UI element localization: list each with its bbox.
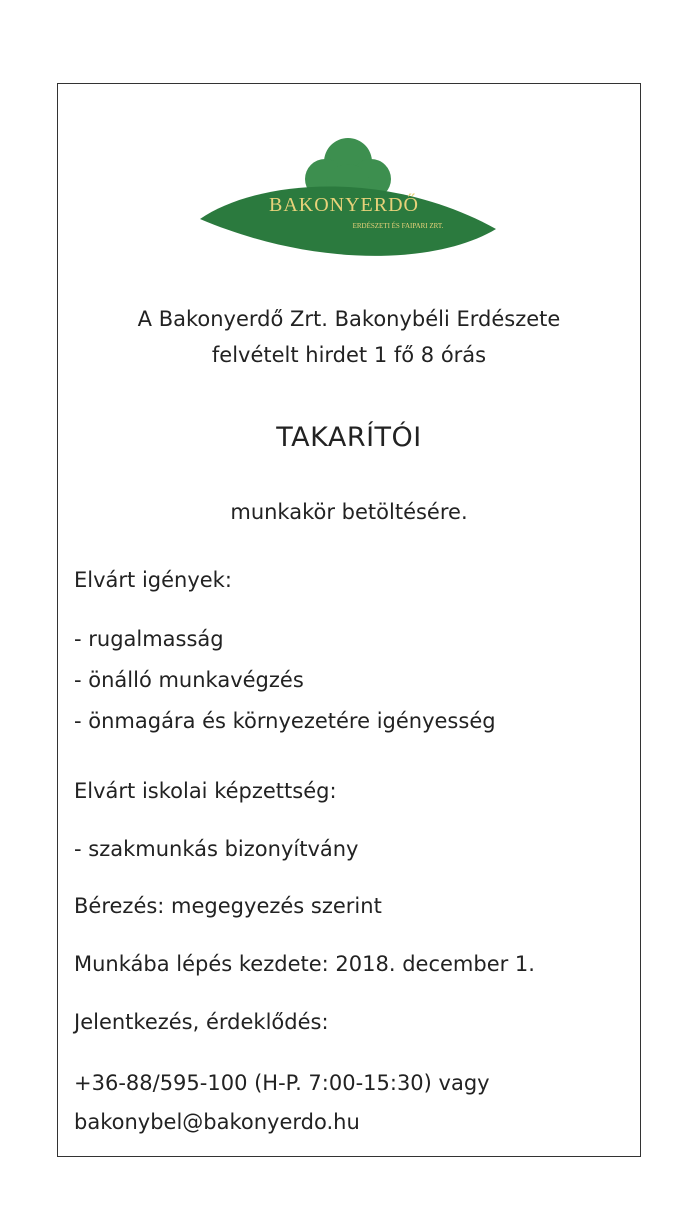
logo-subtitle: ERDÉSZETI ÉS FAIPARI ZRT.: [352, 222, 444, 230]
intro-text: [58, 301, 640, 373]
requirements-heading: Elvárt igények:: [74, 568, 232, 592]
requirement-item: - önmagára és környezetére igényesség: [74, 709, 496, 733]
start-date-text: Munkába lépés kezdete: 2018. december 1.: [74, 952, 535, 976]
requirement-item: - rugalmasság: [74, 627, 224, 651]
intro-line-2: felvételt hirdet 1 fő 8 órás: [211, 343, 487, 367]
education-item: - szakmunkás bizonyítvány: [74, 837, 359, 861]
bakonyerdo-logo: [198, 124, 498, 264]
logo-name: BAKONYERDŐ: [269, 194, 419, 216]
contact-email[interactable]: bakonybel@bakonyerdo.hu: [74, 1110, 360, 1134]
requirement-item: - önálló munkavégzés: [74, 668, 304, 692]
requirements-list: [74, 619, 496, 742]
position-subtitle: munkakör betöltésére.: [230, 500, 468, 524]
contact-phone: +36-88/595-100 (H-P. 7:00-15:30) vagy: [74, 1071, 490, 1095]
contact-block: [74, 1064, 490, 1142]
application-heading: Jelentkezés, érdeklődés:: [74, 1010, 329, 1034]
job-ad-frame: [57, 83, 641, 1157]
salary-text: Bérezés: megegyezés szerint: [74, 894, 382, 918]
education-heading: Elvárt iskolai képzettség:: [74, 779, 337, 803]
intro-line-1: A Bakonyerdő Zrt. Bakonybéli Erdészete: [137, 307, 561, 331]
position-title: TAKARÍTÓI: [276, 422, 422, 453]
